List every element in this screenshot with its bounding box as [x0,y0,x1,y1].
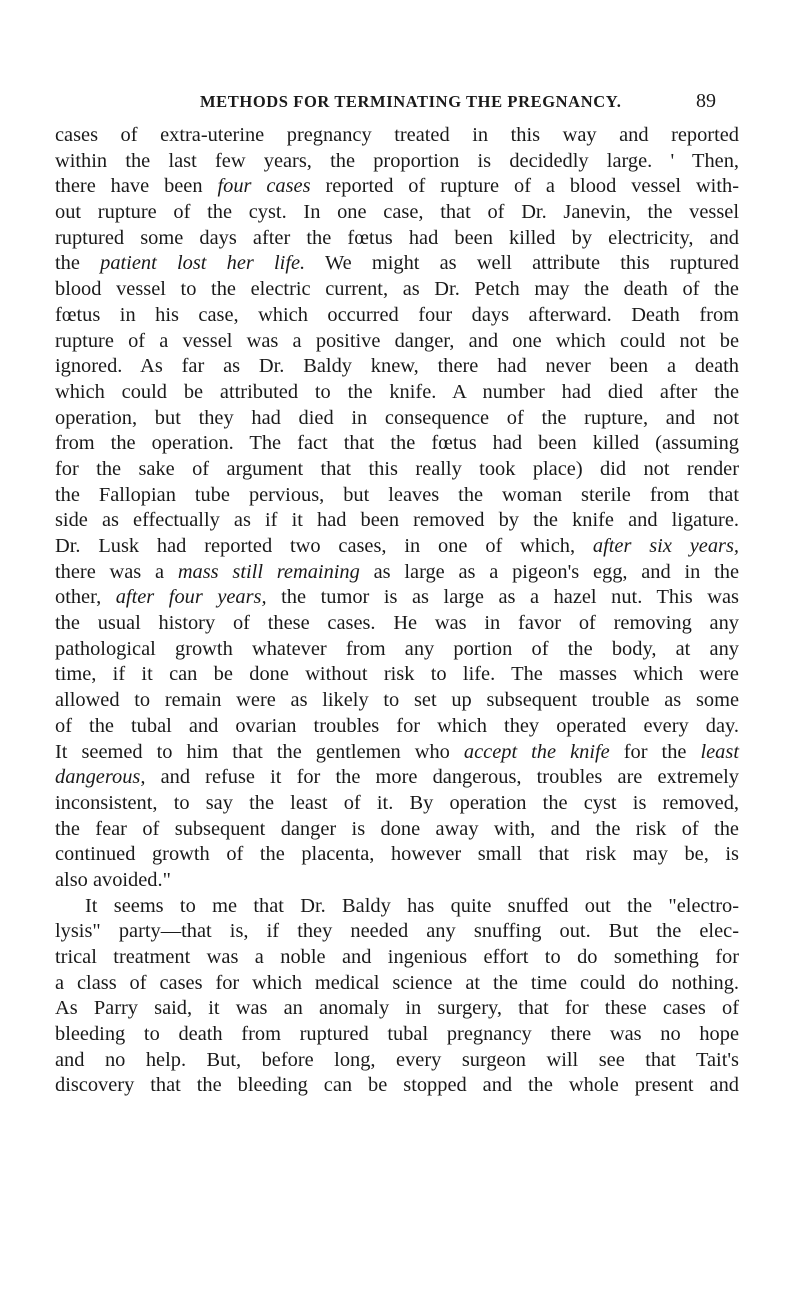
text-line: other, after four years, the tumor is as large as a hazel nut. This was [55,586,739,609]
text-line: the fear of subsequent danger is done away with, and the risk of the [55,817,739,840]
text-line: discovery that the bleeding can be stopped and the whole present and [55,1074,739,1097]
text-line: also avoided." [55,868,171,891]
text-line: It seems to me that Dr. Baldy has quite snuffed out the "electro- [85,894,739,917]
text-line: the patient lost her life. We might as well attribute this ruptured [55,252,740,275]
text-line: trical treatment was a noble and ingenious effort to do something for [55,946,739,968]
running-head [200,92,670,112]
text-line: which could be attributed to the knife. A number had died after the [55,380,739,403]
text-line: from the operation. The fact that the fœtus had been killed (assuming [55,432,739,455]
text-line: there was a mass still remaining as large as a pigeon's egg, and in the [55,560,740,583]
text-line: Dr. Lusk had reported two cases, in one of which, after six years, [55,535,739,557]
text-line: and no help. But, before long, every surgeon will see that Tait's [55,1048,739,1071]
text-line: continued growth of the placenta, however small that risk may be, is [55,843,739,866]
text-line: operation, but they had died in consequence of the rupture, and not [55,406,739,429]
text-line: within the last few years, the proportion is decidedly large. ' Then, [55,149,739,172]
text-line: ruptured some days after the fœtus had been killed by electricity, and [55,226,739,249]
text-line: allowed to remain were as likely to set up subsequent trouble as some [55,689,739,712]
text-line: a class of cases for which medical science at the time could do nothing. [55,971,739,994]
text-line: cases of extra-uterine pregnancy treated in this way and reported [55,124,739,146]
text-line: out rupture of the cyst. In one case, that of Dr. Janevin, the vessel [55,201,739,224]
text-line: It seemed to him that the gentlemen who accept the knife for the least [55,740,739,763]
body-text [55,123,739,1099]
text-line: bleeding to death from ruptured tubal pregnancy there was no hope [55,1023,739,1046]
text-line: inconsistent, to say the least of it. By operation the cyst is removed, [55,791,739,814]
text-line: there have been four cases reported of rupture of a blood vessel with- [55,175,739,198]
text-line: fœtus in his case, which occurred four days afterward. Death from [55,303,739,326]
text-line: the Fallopian tube pervious, but leaves the woman sterile from that [55,483,739,506]
text-line: of the tubal and ovarian troubles for which they operated every day. [55,714,739,737]
text-line: side as effectually as if it had been removed by the knife and ligature. [55,509,739,532]
text-line: rupture of a vessel was a positive danger, and one which could not be [55,329,739,352]
text-line: the usual history of these cases. He was in favor of removing any [55,612,739,635]
text-line: dangerous, and refuse it for the more dangerous, troubles are extremely [55,766,739,789]
text-line: time, if it can be done without risk to life. The masses which were [55,663,739,686]
text-line: ignored. As far as Dr. Baldy knew, there had never been a death [55,355,739,378]
text-line: pathological growth whatever from any portion of the body, at any [55,637,739,660]
text-line: lysis" party—that is, if they needed any snuffing out. But the elec- [55,920,739,943]
text-line: As Parry said, it was an anomaly in surgery, that for these cases of [55,997,739,1020]
running-title: METHODS FOR TERMINATING THE PREGNANCY. [200,92,622,111]
text-line: blood vessel to the electric current, as Dr. Petch may the death of the [55,278,739,301]
text-line: for the sake of argument that this really took place) did not render [55,457,739,480]
page-number: 89 [696,90,716,112]
